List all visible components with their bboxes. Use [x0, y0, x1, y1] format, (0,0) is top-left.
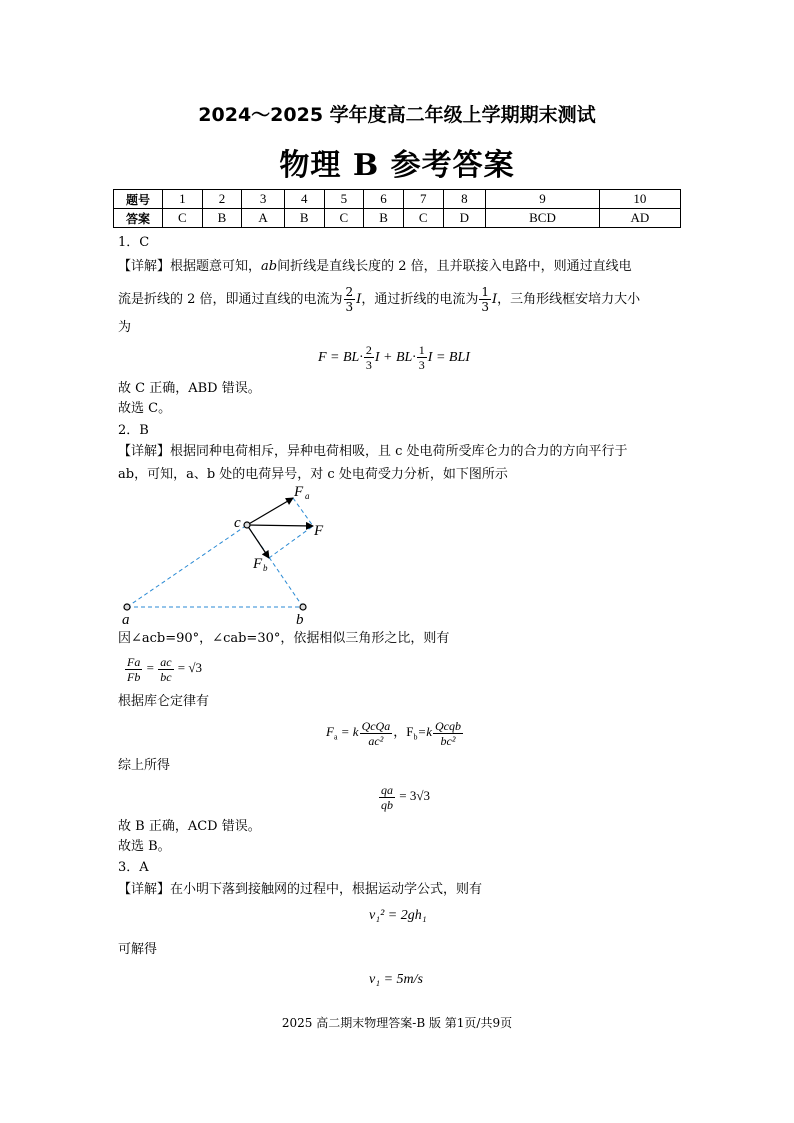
formula-fraction: $\frac{2}{3}$ [365, 343, 372, 373]
fraction-one-third: $\frac{1}{3}$ [481, 285, 489, 314]
q2-summary-line: 综上所得 [118, 758, 171, 773]
q1-formula: F = BL· $\frac{2}{3}$ I + BL· $\frac{1}{3}$ I = BLI [318, 343, 470, 373]
q3-solve-line: 可解得 [118, 942, 158, 957]
q2-heading: 2．B [118, 423, 149, 438]
table-cell: 3 [242, 190, 285, 209]
page-title: 2024～2025 学年度高二年级上学期期末测试 [198, 104, 596, 126]
table-cell: BCD [486, 209, 600, 228]
q3-equation-2: v₁ = 5m/s [369, 972, 423, 987]
table-header-answer: 答案 [114, 209, 163, 228]
q2-angle-line: 因∠acb=90°，∠cab=30°，依据相似三角形之比，则有 [118, 631, 450, 646]
dashed-construction-lines [127, 498, 313, 607]
force-diagram [110, 478, 350, 628]
charge-a [124, 604, 130, 610]
q2-result: $\frac{qa}{qb}$ = 3√3 [381, 782, 430, 812]
label-fb-sub: b [263, 563, 268, 573]
label-b: b [296, 612, 304, 628]
table-cell: A [242, 209, 285, 228]
page-footer: 2025 高二期末物理答案-B 版 第1页/共9页 [281, 1016, 513, 1030]
q2-coulomb-formula: $F_a = k$ $\frac{\text{QcQa}}{\text{ac²}}$ ，$F_b=k$ $\frac{\text{Qcqb}}{\text{bc²}}$ [326, 718, 462, 748]
table-cell: 5 [324, 190, 364, 209]
table-cell: 9 [486, 190, 600, 209]
force-arrow-fa [247, 498, 293, 525]
label-fb: F [253, 556, 263, 572]
force-arrow-fb [247, 525, 269, 558]
table-cell: 8 [443, 190, 486, 209]
label-a: a [122, 612, 130, 628]
formula-fraction: $\frac{1}{3}$ [418, 343, 425, 373]
q1-heading: 1．C [118, 235, 150, 250]
page-subtitle: 物理 B 参考答案 [279, 148, 515, 183]
q3-heading: 3．A [118, 860, 149, 875]
table-cell: 2 [202, 190, 242, 209]
q2-ratio: $\frac{Fa}{Fb}$ = $\frac{ac}{bc}$ = √3 [127, 654, 202, 684]
charge-b [300, 604, 306, 610]
q2-detail-line2: ab，可知，a、b 处的电荷异号，对 c 处电荷受力分析，如下图所示 [118, 467, 508, 482]
table-cell: 7 [403, 190, 443, 209]
q1-choice: 故选 C。 [118, 401, 172, 416]
table-cell: 4 [284, 190, 324, 209]
q1-detail-line3: 为 [118, 320, 132, 335]
q1-detail-line2: 流是折线的 2 倍，即通过直线的电流为 $\frac{2}{3}$ I，通过折线的电流为 $\frac{1}{3}$ I，三角形线框安培力大小 [118, 285, 641, 314]
q2-detail-line1: 【详解】根据同种电荷相斥，异种电荷相吸，且 c 处电荷所受库仑力的合力的方向平行于 [118, 444, 628, 459]
table-cell: D [443, 209, 486, 228]
table-cell: 1 [163, 190, 203, 209]
table-row-numbers [114, 190, 681, 209]
table-cell: 10 [599, 190, 680, 209]
table-header-number: 题号 [114, 190, 163, 209]
label-fa-sub: a [305, 491, 310, 501]
q1-conclusion: 故 C 正确，ABD 错误。 [118, 381, 261, 396]
table-cell: C [163, 209, 203, 228]
label-c: c [234, 515, 241, 531]
label-f: F [314, 523, 324, 539]
fraction-two-thirds: $\frac{2}{3}$ [345, 285, 354, 314]
answer-table [113, 189, 681, 228]
table-cell: B [202, 209, 242, 228]
table-cell: B [364, 209, 404, 228]
q3-detail: 【详解】在小明下落到接触网的过程中，根据运动学公式，则有 [118, 882, 483, 897]
charge-c [244, 522, 250, 528]
q2-conclusion: 故 B 正确，ACD 错误。 [118, 819, 261, 834]
force-arrow-f [247, 525, 313, 526]
label-fa: F [294, 484, 304, 500]
q3-equation-1: v₁² = 2gh₁ [369, 908, 427, 923]
table-row-answers [114, 209, 681, 228]
table-cell: AD [599, 209, 680, 228]
q1-detail-line1: 【详解】根据题意可知，ab间折线是直线长度的 2 倍，且并联接入电路中，则通过直线电 [118, 259, 632, 274]
table-cell: B [284, 209, 324, 228]
q2-coulomb-line: 根据库仑定律有 [118, 694, 210, 709]
q2-choice: 故选 B。 [118, 839, 171, 854]
table-cell: C [403, 209, 443, 228]
table-cell: 6 [364, 190, 404, 209]
table-cell: C [324, 209, 364, 228]
